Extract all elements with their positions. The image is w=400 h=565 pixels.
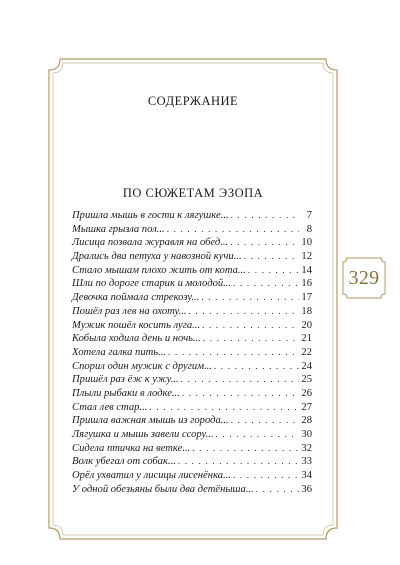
toc-leader-dots [233, 277, 299, 291]
section-heading: ПО СЮЖЕТАМ ЭЗОПА [122, 186, 264, 200]
toc-entry-title: Дрались два петуха у навозной кучи... [72, 251, 242, 263]
toc-leader-dots [244, 250, 299, 264]
toc-leader-dots [168, 346, 299, 360]
toc-entry-page: 25 [301, 374, 312, 386]
toc-entry [72, 236, 312, 250]
toc-entry-page: 17 [301, 292, 312, 304]
toc-entry-title: Волк убегал от собак... [72, 456, 176, 468]
contents-heading: СОДЕРЖАНИЕ [147, 94, 239, 108]
toc-entry-page: 21 [301, 333, 312, 345]
toc-entry-title: Стал лев стар... [72, 401, 148, 413]
toc-entry-title: Плыли рыбаки в лодке... [72, 387, 180, 399]
toc-leader-dots [192, 442, 299, 456]
toc-entry-page: 30 [301, 429, 312, 440]
toc-entry-title: Пришла важная мышь из города... [72, 415, 229, 427]
toc-entry [72, 401, 312, 415]
toc-entry-page: 8 [306, 223, 312, 235]
toc-entry-page: 36 [301, 483, 312, 495]
toc-entry [72, 483, 312, 497]
page-number-badge [341, 256, 387, 300]
toc-entry-title: Пошёл раз лев на охоту... [72, 305, 187, 317]
toc-entry [72, 442, 312, 456]
toc-entry [72, 277, 312, 291]
toc-entry-title: Шли по дороге старик и молодой... [72, 278, 232, 290]
toc-entry-page: 7 [306, 210, 312, 221]
toc-entry-page: 12 [301, 251, 312, 263]
toc-leader-dots [182, 387, 299, 401]
toc-entry-title: У одной обезьяны были два детёныша... [72, 483, 254, 495]
toc-entry-title: Мужик пошёл косить луга... [72, 319, 201, 331]
toc-entry [72, 360, 312, 374]
toc-leader-dots [231, 209, 299, 223]
toc-leader-dots [167, 223, 299, 237]
toc-entry [72, 332, 312, 346]
toc-leader-dots [201, 291, 299, 305]
toc-entry-title: Пришёл раз ёж к ужу... [72, 374, 179, 386]
toc-entry [72, 373, 312, 387]
toc-leader-dots [149, 401, 299, 415]
toc-leader-dots [181, 373, 299, 387]
toc-entry [72, 209, 312, 223]
toc-leader-dots [203, 332, 299, 346]
toc-entry-page: 18 [301, 305, 312, 317]
toc-leader-dots [214, 360, 299, 374]
toc-entry-page: 24 [301, 360, 312, 372]
toc-leader-dots [256, 483, 299, 497]
toc-entry-title: Спорил один мужик с другим... [72, 360, 212, 372]
table-of-contents [72, 209, 312, 496]
toc-entry [72, 428, 312, 442]
toc-entry-page: 14 [301, 264, 312, 276]
toc-entry-title: Стало мышам плохо жить от кота... [72, 264, 246, 276]
toc-entry [72, 305, 312, 319]
toc-leader-dots [231, 414, 299, 428]
toc-entry-page: 32 [301, 442, 312, 454]
page-number: 329 [348, 266, 380, 289]
toc-entry [72, 319, 312, 333]
toc-entry-page: 16 [301, 278, 312, 290]
toc-entry [72, 414, 312, 428]
toc-entry-page: 22 [301, 346, 312, 358]
toc-entry [72, 223, 312, 237]
toc-entry [72, 291, 312, 305]
toc-entry [72, 469, 312, 483]
toc-leader-dots [216, 428, 299, 442]
toc-entry-page: 34 [301, 470, 312, 482]
toc-entry [72, 455, 312, 469]
toc-leader-dots [178, 455, 299, 469]
toc-entry [72, 250, 312, 264]
toc-entry [72, 264, 312, 278]
toc-entry [72, 387, 312, 401]
toc-entry [72, 346, 312, 360]
toc-entry-page: 27 [301, 401, 312, 413]
toc-leader-dots [189, 305, 299, 319]
toc-entry-title: Пришла мышь в гости к лягушке... [72, 210, 229, 221]
toc-leader-dots [248, 264, 299, 278]
toc-entry-title: Лягушка и мышь завели ссору... [72, 429, 214, 440]
toc-entry-page: 33 [301, 456, 312, 468]
page-content [46, 56, 340, 542]
toc-leader-dots [233, 469, 299, 483]
toc-leader-dots [230, 236, 299, 250]
ornamental-frame [46, 56, 340, 542]
toc-entry-title: Кобыла ходила день и ночь... [72, 333, 201, 345]
toc-entry-title: Орёл ухватил у лисицы лисенёнка... [72, 470, 231, 482]
toc-entry-title: Сидела птичка на ветке... [72, 442, 191, 454]
toc-entry-page: 10 [301, 237, 312, 249]
toc-entry-page: 26 [301, 387, 312, 399]
toc-leader-dots [202, 319, 299, 333]
toc-entry-title: Лисица позвала журавля на обед... [72, 237, 229, 249]
toc-entry-title: Мышка грызла пол... [72, 223, 165, 235]
toc-entry-page: 28 [301, 415, 312, 427]
toc-entry-title: Хотела галка пить... [72, 346, 167, 358]
toc-entry-page: 20 [301, 319, 312, 331]
toc-entry-title: Девочка поймала стрекозу... [72, 292, 200, 304]
